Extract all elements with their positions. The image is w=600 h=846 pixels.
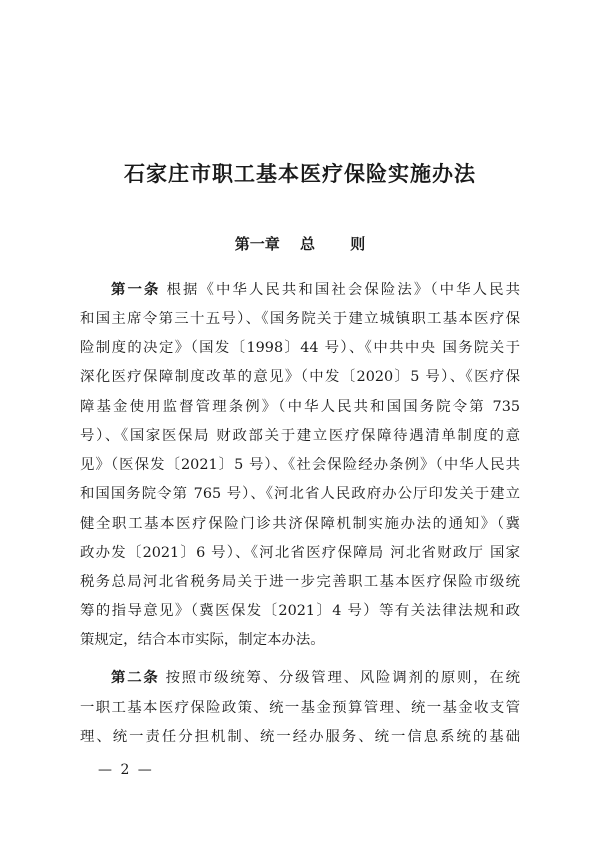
article-1-line-13: 策规定，结合本市实际，制定本办法。: [80, 632, 325, 648]
article-2-text: 按照市级统筹、分级管理、风险调剂的原则，在统: [165, 670, 520, 686]
article-1-line-11: 税务总局河北省税务局关于进一步完善职工基本医疗保险市级统: [80, 574, 520, 590]
article-1-line-1: [111, 278, 520, 303]
article-1-line-12: 筹的指导意见》（冀医保发〔2021〕4 号）等有关法律法规和政: [80, 603, 520, 619]
article-1-line-6: 号）、《国家医保局 财政部关于建立医疗保障待遇清单制度的意: [80, 428, 520, 444]
article-1-line-5: 障基金使用监督管理条例》（中华人民共和国国务院令第 735: [80, 399, 520, 415]
article-1-line-3: 险制度的决定》（国发〔1998〕44 号）、《中共中央 国务院关于: [80, 340, 520, 356]
article-1-label: 第一条: [111, 282, 161, 298]
article-1-line-2: 和国主席令第三十五号）、《国务院关于建立城镇职工基本医疗保: [80, 311, 520, 327]
chapter-heading: 第一章 总 则: [234, 235, 366, 253]
article-1-line-9: 健全职工基本医疗保险门诊共济保障机制实施办法的通知》（冀: [80, 516, 520, 532]
article-2-line-2: 一职工基本医疗保险政策、统一基金预算管理、统一基金收支管: [80, 700, 520, 716]
article-1-line-4: 深化医疗保障制度改革的意见》（中发〔2020〕5 号）、《医疗保: [80, 369, 520, 385]
article-1-text: 根据《中华人民共和国社会保险法》（中华人民共: [166, 282, 520, 298]
article-2-label: 第二条: [111, 670, 160, 686]
document-title: 石家庄市职工基本医疗保险实施办法: [124, 161, 476, 186]
article-1-line-10: 政办发〔2021〕6 号）、《河北省医疗保障局 河北省财政厅 国家: [80, 545, 520, 561]
page-number: — 2 —: [98, 762, 154, 778]
article-2-line-1: [111, 666, 520, 691]
article-1-line-8: 和国国务院令第 765 号）、《河北省人民政府办公厅印发关于建立: [80, 486, 520, 502]
article-2-line-3: 理、统一责任分担机制、统一经办服务、统一信息系统的基础: [80, 729, 520, 745]
article-1-line-7: 见》（医保发〔2021〕5 号）、《社会保险经办条例》（中华人民共: [80, 457, 520, 473]
